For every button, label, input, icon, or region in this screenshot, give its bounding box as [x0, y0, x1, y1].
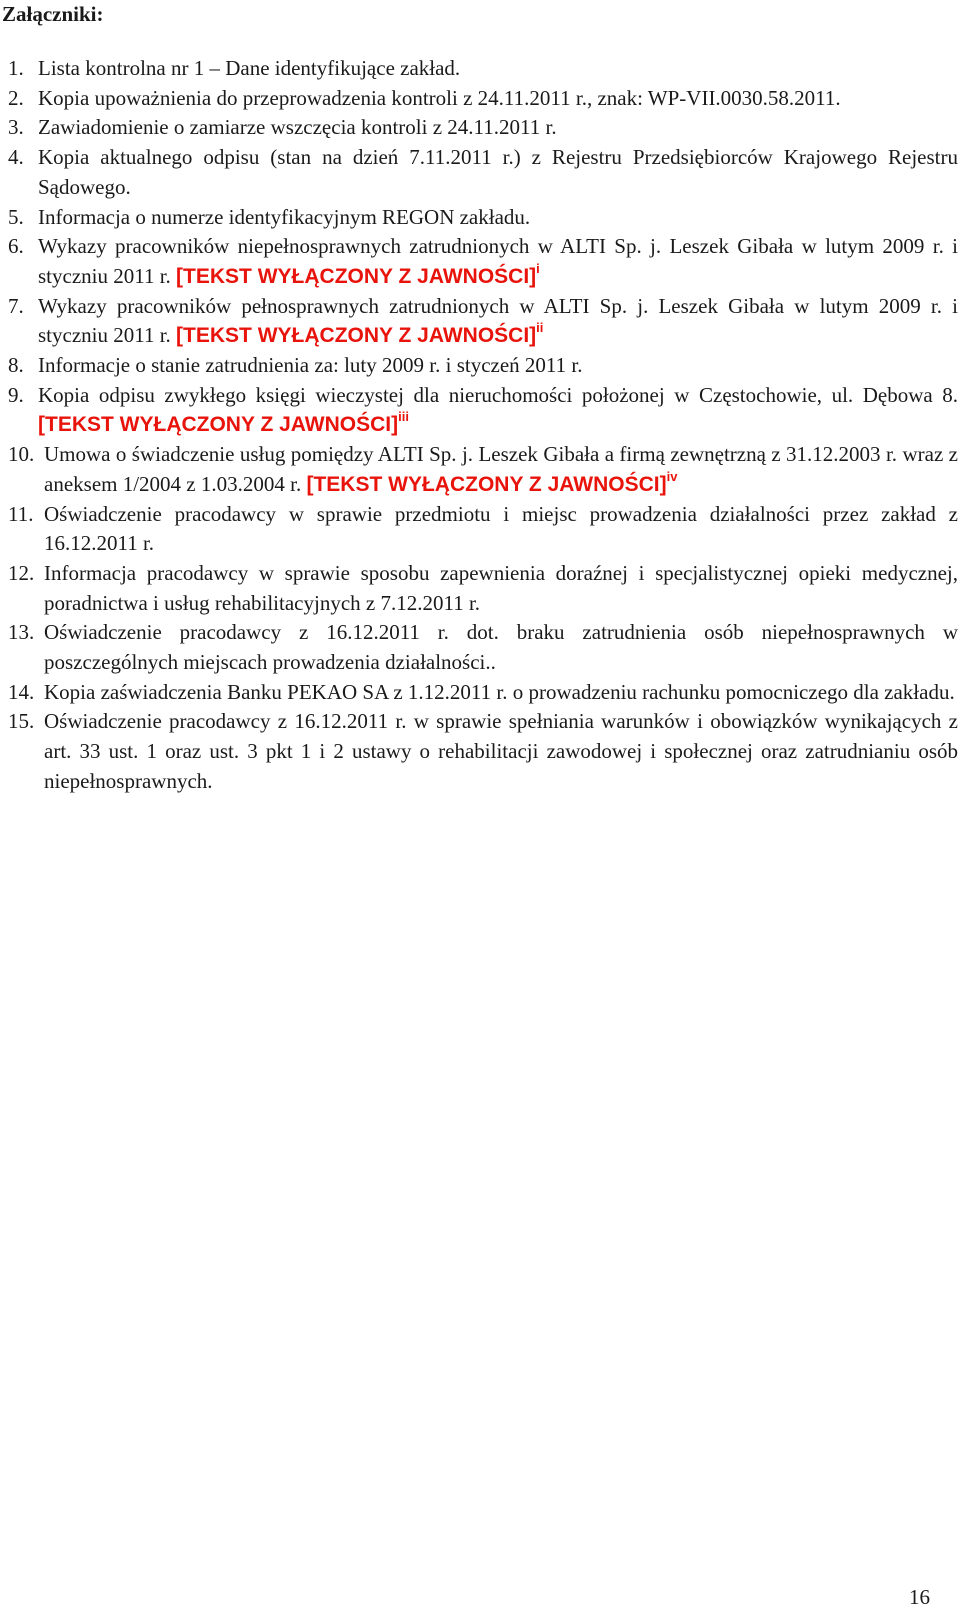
- list-item-number: 12.: [8, 560, 35, 585]
- footnote-reference[interactable]: iii: [398, 409, 409, 425]
- list-item-content: [44, 440, 958, 499]
- list-item: [8, 559, 958, 618]
- list-item-text: Umowa o świadczenie usług pomiędzy ALTI Sp. j. Leszek Gibała a firmą zewnętrzną z 31.12.2003 r. wraz z aneksem 1/2004 z 1.03.2004 r.: [44, 442, 958, 496]
- list-item-text: Oświadczenie pracodawcy z 16.12.2011 r. w sprawie spełniania warunków i obowiązków wynikających z art. 33 ust. 1 oraz ust. 3 pkt 1 i 2 ustawy o rehabilitacji zawodowej i społecznej oraz zatrudnianiu osób niepełnosprawnych.: [44, 709, 958, 793]
- list-item-text: Kopia aktualnego odpisu (stan na dzień 7.11.2011 r.) z Rejestru Przedsiębiorców Krajowego Rejestru Sądowego.: [38, 145, 958, 199]
- list-item-number: 7.: [8, 293, 24, 318]
- list-item-content: [38, 232, 958, 291]
- list-item-text: Oświadczenie pracodawcy w sprawie przedmiotu i miejsc prowadzenia działalności przez zakład z 16.12.2011 r.: [44, 501, 958, 556]
- list-item-text: Kopia upoważnienia do przeprowadzenia kontroli z 24.11.2011 r., znak: WP-VII.0030.58.2011.: [38, 85, 841, 110]
- list-item-number: 9.: [8, 382, 24, 407]
- footnote-reference[interactable]: ii: [536, 320, 544, 336]
- list-item: [8, 440, 958, 499]
- list-item-content: [38, 203, 958, 233]
- list-item-content: [38, 292, 958, 351]
- list-item-number: 1.: [8, 56, 24, 80]
- list-item: [8, 618, 958, 677]
- footnote-reference[interactable]: i: [536, 260, 540, 276]
- list-item-text: Kopia zaświadczenia Banku PEKAO SA z 1.12.2011 r. o prowadzeniu rachunku pomocniczego dla zakładu.: [44, 679, 955, 704]
- list-item: [8, 678, 958, 708]
- list-item-number: 13.: [8, 620, 35, 645]
- list-item: [8, 500, 958, 559]
- list-item-content: [38, 54, 958, 84]
- list-item-number: 3.: [8, 115, 24, 140]
- list-item: [8, 54, 958, 84]
- list-item: [8, 203, 958, 233]
- list-item: [8, 707, 958, 796]
- list-item: [8, 84, 958, 114]
- page-number: 16: [909, 1585, 930, 1609]
- redacted-text-marker: [176, 320, 544, 348]
- attachments-list: [8, 54, 958, 797]
- redacted-label: [TEKST WYŁĄCZONY Z JAWNOŚCI]: [176, 324, 537, 348]
- list-item-number: 5.: [8, 204, 24, 229]
- list-item-content: [44, 707, 958, 796]
- list-item-text: Oświadczenie pracodawcy z 16.12.2011 r. dot. braku zatrudnienia osób niepełnosprawnych w poszczególnych miejscach prowadzenia działalności..: [44, 620, 958, 675]
- list-item-text: Wykazy pracowników pełnosprawnych zatrudnionych w ALTI Sp. j. Leszek Gibała w lutym 2009 r. i styczniu 2011 r.: [38, 293, 958, 348]
- list-item: [8, 143, 958, 202]
- list-item: [8, 232, 958, 291]
- list-item-number: 8.: [8, 353, 24, 378]
- list-item-text: Lista kontrolna nr 1 – Dane identyfikujące zakład.: [38, 56, 461, 80]
- list-item-content: [44, 618, 958, 677]
- list-item-content: [38, 143, 958, 202]
- list-item: [8, 113, 958, 143]
- list-item-number: 2.: [8, 85, 24, 110]
- list-item-text: Informacja pracodawcy w sprawie sposobu zapewnienia doraźnej i specjalistycznej opieki medycznej, poradnictwa i usług rehabilitacyjnych z 7.12.2011 r.: [44, 560, 958, 615]
- list-item-content: [44, 678, 958, 708]
- redacted-label: [TEKST WYŁĄCZONY Z JAWNOŚCI]: [176, 264, 537, 288]
- list-item-content: [44, 500, 958, 559]
- list-item-number: 15.: [8, 709, 35, 734]
- list-item-number: 4.: [8, 145, 24, 170]
- list-item-number: 14.: [8, 679, 35, 704]
- list-item: [8, 292, 958, 351]
- redacted-label: [TEKST WYŁĄCZONY Z JAWNOŚCI]: [306, 472, 667, 496]
- list-item-content: [38, 84, 958, 114]
- attachments-heading: Załączniki:: [2, 2, 104, 26]
- redacted-text-marker: [38, 409, 409, 437]
- list-item-text: Informacja o numerze identyfikacyjnym REGON zakładu.: [38, 204, 531, 229]
- list-item: [8, 381, 958, 440]
- list-item: [8, 351, 958, 381]
- list-item-text: Wykazy pracowników niepełnosprawnych zatrudnionych w ALTI Sp. j. Leszek Gibała w lutym 2009 r. i styczniu 2011 r.: [38, 234, 958, 288]
- list-item-number: 10.: [8, 442, 35, 467]
- redacted-text-marker: [306, 468, 678, 496]
- list-item-content: [38, 351, 958, 381]
- list-item-content: [44, 559, 958, 618]
- list-item-number: 11.: [8, 501, 34, 526]
- redacted-label: [TEKST WYŁĄCZONY Z JAWNOŚCI]: [38, 413, 399, 437]
- list-item-text: Zawiadomienie o zamiarze wszczęcia kontroli z 24.11.2011 r.: [38, 115, 557, 140]
- list-item-content: [38, 113, 958, 143]
- list-item-number: 6.: [8, 234, 24, 259]
- list-item-content: [38, 381, 958, 440]
- footnote-reference[interactable]: iv: [666, 468, 678, 484]
- list-item-text: Kopia odpisu zwykłego księgi wieczystej dla nieruchomości położonej w Częstochowie, ul. Dębowa 8.: [38, 382, 958, 407]
- redacted-text-marker: [176, 260, 540, 288]
- list-item-text: Informacje o stanie zatrudnienia za: luty 2009 r. i styczeń 2011 r.: [38, 353, 583, 378]
